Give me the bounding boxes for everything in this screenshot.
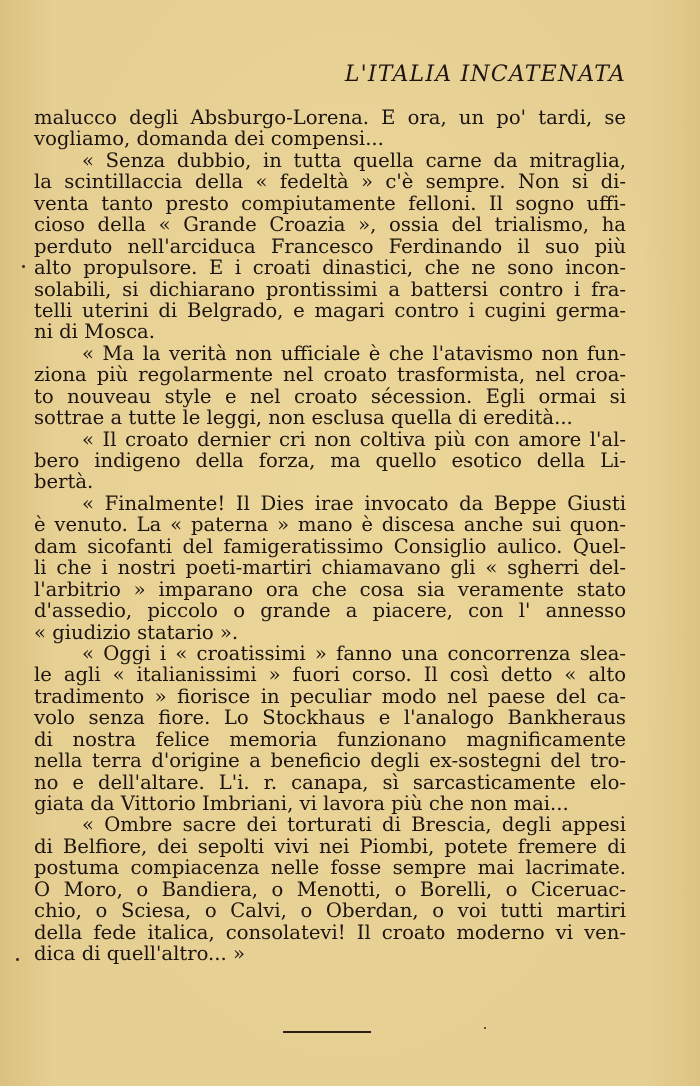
text-line: no e dell'altare. L'i. r. canapa, sì sarcasticamente elo- <box>34 770 626 794</box>
text-line: vogliamo, domanda dei compensi... <box>34 127 384 151</box>
text-line: è venuto. La « paterna » mano è discesa anche sui quon- <box>34 513 626 537</box>
text-line: bertà. <box>34 470 94 494</box>
text-line: ni di Mosca. <box>34 320 155 344</box>
text-line: to nouveau style e nel croato sécession. Egli ormai si <box>34 384 626 408</box>
text-line: della fede italica, consolatevi! Il croato moderno vi ven- <box>34 920 626 944</box>
text-line: le agli « italianissimi » fuori corso. Il così detto « alto <box>34 663 626 687</box>
text-line: venta tanto presto compiutamente felloni. Il sogno uffi- <box>34 191 626 215</box>
text-line: dam sicofanti del famigeratissimo Consiglio aulico. Quel- <box>34 534 626 558</box>
text-line: tradimento » fiorisce in peculiar modo nel paese del ca- <box>34 684 626 708</box>
text-line: telli uterini di Belgrado, e magari contro i cugini germa- <box>34 298 626 322</box>
text-line: « giudizio statario ». <box>34 620 239 644</box>
text-line: O Moro, o Bandiera, o Menotti, o Borelli, o Ciceruac- <box>34 877 626 901</box>
paper-speck <box>484 1027 486 1029</box>
text-line: sottrae a tutte le leggi, non esclusa quella di eredità... <box>34 406 573 430</box>
text-line: cioso della « Grande Croazia », ossia del trialismo, ha <box>34 213 626 237</box>
text-line: nella terra d'origine a beneficio degli ex-sostegni del tro- <box>34 749 626 773</box>
text-line: malucco degli Absburgo-Lorena. E ora, un po' tardi, se <box>34 106 626 129</box>
text-line: perduto nell'arciduca Francesco Ferdinando il suo più <box>34 234 626 258</box>
text-line: di nostra felice memoria funzionano magnificamente <box>34 727 626 751</box>
text-line: « Finalmente! Il Dies irae invocato da Beppe Giusti <box>82 491 626 515</box>
text-line: la scintillaccia della « fedeltà » c'è sempre. Non si di- <box>34 170 626 194</box>
text-line: giata da Vittorio Imbriani, vi lavora più che non mai... <box>34 792 569 815</box>
text-line: « Il croato dernier cri non coltiva più con amore l'al- <box>82 427 626 451</box>
text-line: volo senza fiore. Lo Stockhaus e l'analogo Bankheraus <box>34 706 626 730</box>
paper-speck <box>16 958 19 961</box>
text-line: d'assedio, piccolo o grande a piacere, con l' annesso <box>34 599 626 623</box>
body-text <box>34 107 626 965</box>
text-line: « Senza dubbio, in tutta quella carne da mitraglia, <box>82 148 626 172</box>
running-head: L'ITALIA INCATENATA <box>344 62 626 87</box>
text-line: di Belfiore, dei sepolti vivi nei Piombi, potete fremere di <box>34 834 626 858</box>
end-ornament-rule <box>283 1031 371 1033</box>
text-line: bero indigeno della forza, ma quello esotico della Li- <box>34 449 626 472</box>
text-line: li che i nostri poeti-martiri chiamavano gli « sgherri del- <box>34 556 626 580</box>
paper-speck <box>22 265 25 268</box>
text-line: « Ombre sacre dei torturati di Brescia, degli appesi <box>82 813 626 837</box>
text-line: dica di quell'altro... » <box>34 942 245 966</box>
text-line: ziona più regolarmente nel croato trasformista, nel croa- <box>34 363 626 387</box>
text-line: « Oggi i « croatissimi » fanno una concorrenza slea- <box>82 641 626 665</box>
text-line: postuma compiacenza nelle fosse sempre mai lacrimate. <box>34 856 626 880</box>
text-line: « Ma la verità non ufficiale è che l'atavismo non fun- <box>82 341 626 365</box>
text-line: l'arbitrio » imparano ora che cosa sia veramente stato <box>34 577 626 601</box>
text-line: solabili, si dichiarano prontissimi a battersi contro i fra- <box>34 277 626 301</box>
text-line: chio, o Sciesa, o Calvi, o Oberdan, o voi tutti martiri <box>34 899 626 923</box>
text-line: alto propulsore. E i croati dinastici, che ne sono incon- <box>34 256 626 280</box>
